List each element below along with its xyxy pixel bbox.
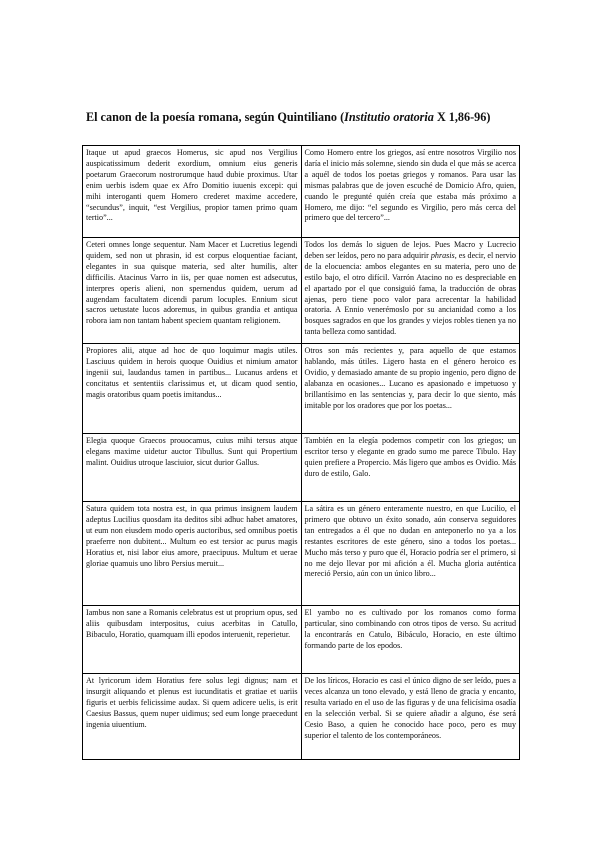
table-row	[83, 238, 520, 344]
latin-text-propiores: Propiores alii, atque ad hoc de quo loquimur magis utiles. Lasciuus quidem in herois quoque Ouidius et nimium amator ingenii sui, laudandus tamen in partibus... Lucanus ardens et concitatus et sententiis clarissimus et, ut dicam quod sentio, magis oratoribus quam poetis imitandus...	[83, 344, 302, 434]
table-row	[83, 344, 520, 434]
spanish-text-elegia: También en la elegía podemos competir con los griegos; un escritor terso y elegante en grado sumo me parece Tibulo. Hay quien prefiere a Propercio. Más ligero que ambos es Ovidio. Más duro de estilo, Galo.	[301, 434, 520, 502]
latin-text-ceteri: Ceteri omnes longe sequentur. Nam Macer et Lucretius legendi quidem, sed non ut phrasin, id est corpus eloquentiae faciant, elegantes in sua quisque materia, sed alter humilis, alter difficilis. Atacinus Varro in iis, per quae nomen est adsecutus, interpres operis alieni, non spernendus quidem, uerum ad augendam facultatem dicendi parum locuples. Ennium sicut sacros uetustate lucos adoremus, in quibus grandia et antiqua robora iam non tantam habent speciem quantam religionem.	[83, 238, 302, 344]
table-row	[83, 146, 520, 238]
title-work: Institutio oratoria	[344, 110, 434, 124]
table-row	[83, 434, 520, 502]
table-row	[83, 674, 520, 760]
spanish-text-satira: La sátira es un género enteramente nuestro, en que Lucilio, el primero que obtuvo un éxito sonado, aún conserva seguidores tan entregados a él que no dudan en anteponerlo no ya a los restantes escritores de este género, sino a todos los poetas... Mucho más terso y puro que él, Horacio podría ser el primero, si no me dejo llevar por mi afición a él. Mucha gloria auténtica mereció Persio, aún con un único libro...	[301, 502, 520, 606]
table-row	[83, 606, 520, 674]
spanish-text-ovidio-lucano: Otros son más recientes y, para aquello de que estamos hablando, más útiles. Ligero hasta en el género heroico es Ovidio, y demasiado amante de su propio ingenio, pero digno de alabanza en ocasiones... Lucano es apasionado e impetuoso y brillantísimo en las sentencias y, para decir lo que siento, más imitable por los oradores que por los poetas...	[301, 344, 520, 434]
latin-text-iambus: Iambus non sane a Romanis celebratus est ut proprium opus, sed aliis quibusdam interpositus, cuius acerbitas in Catullo, Bibaculo, Horatio, quamquam illi epodos interuenit, reperietur.	[83, 606, 302, 674]
canon-table	[82, 145, 520, 760]
spanish-text-demas	[301, 238, 520, 344]
spanish-text-yambo: El yambo no es cultivado por los romanos como forma particular, sino combinando con otros tipos de verso. Su acritud la encontrarás en Catulo, Bibáculo, Horacio, en este último formando parte de los epodos.	[301, 606, 520, 674]
spanish-text-virgilio: Como Homero entre los griegos, así entre nosotros Virgilio nos daría el inicio más solemne, siendo sin duda el que más se acerca a aquél de todos los poetas griegos y romanos. Para usar las mismas palabras que de joven escuché de Domicio Afro, quien, cuando le pregunté quién creía que estaba más próximo a Homero, me dijo: “el segundo es Virgilio, pero más cerca del primero que del tercero”...	[301, 146, 520, 238]
document-title	[86, 110, 526, 124]
spanish-text-demas-phrasis: phrasis	[430, 250, 455, 260]
latin-text-vergilius: Itaque ut apud graecos Homerus, sic apud nos Vergilius auspicatissimum dederit exordium, omnium eius generis poetarum Graecorum nostrorumque haud dubie proximus. Utar enim uerbis isdem quae ex Afro Domitio iuuenis excepi: qui mihi interoganti quem Homero crederet maxime accedere, “secundus”, inquit, “est Vergilius, propior tamen primo quam tertio”...	[83, 146, 302, 238]
latin-text-elegia: Elegia quoque Graecos prouocamus, cuius mihi tersus atque elegans maxime uidetur auctor Tibullus. Sunt qui Propertium malint. Ouidius utroque lasciuior, sicut durior Gallus.	[83, 434, 302, 502]
latin-text-satura: Satura quidem tota nostra est, in qua primus insignem laudem adeptus Lucilius quosdam ita deditos sibi adhuc habet amatores, ut eum non eiusdem modo operis auctoribus, sed omnibus poetis praeferre non dubitent... Multum eo est tersior ac purus magis Horatius et, nisi labor eius amore, praecipuus. Multum et uerae gloriae quamuis uno libro Persius meruit...	[83, 502, 302, 606]
latin-text-lyricorum: At lyricorum idem Horatius fere solus legi dignus; nam et insurgit aliquando et plenus est iucunditatis et gratiae et uariis figuris et uerbis felicissime audax. Si quem adicere uelis, is erit Caesius Bassus, quem nuper uidimus; sed eum longe praecedunt ingenia uiuentium.	[83, 674, 302, 760]
title-main: El canon de la poesía romana, según Quintiliano (	[86, 110, 345, 124]
table-row	[83, 502, 520, 606]
spanish-text-demas-pre: Todos los demás lo siguen de lejos. Pues Macro y Lucrecio deben ser leídos, pero no para adquirir	[304, 240, 516, 260]
title-reference: X 1,86-96)	[433, 110, 491, 124]
spanish-text-liricos: De los líricos, Horacio es casi el único digno de ser leído, pues a veces alcanza un tono elevado, y está lleno de gracia y encanto, resulta variado en el uso de las figuras y de una felicísima osadía en la selección verbal. Si se quiere añadir a alguno, ése será Cesio Baso, a quien he conocido hace poco, pero es muy superior el talento de los contemporáneos.	[301, 674, 520, 760]
spanish-text-demas-post: , es decir, el nervio de la elocuencia: ambos elegantes en su materia, pero uno de estilo bajo, el otro difícil. Varrón Atacino no es despreciable en el apartado por el que consiguió fama, la traducción de obras ajenas, pero tiene poco valor para acrecentar la habilidad oratoria. A Ennio venerémoslo por su ancianidad como a los bosques sagrados en que los grandes y viejos robles tienen ya no tanta belleza como santidad.	[304, 250, 516, 337]
